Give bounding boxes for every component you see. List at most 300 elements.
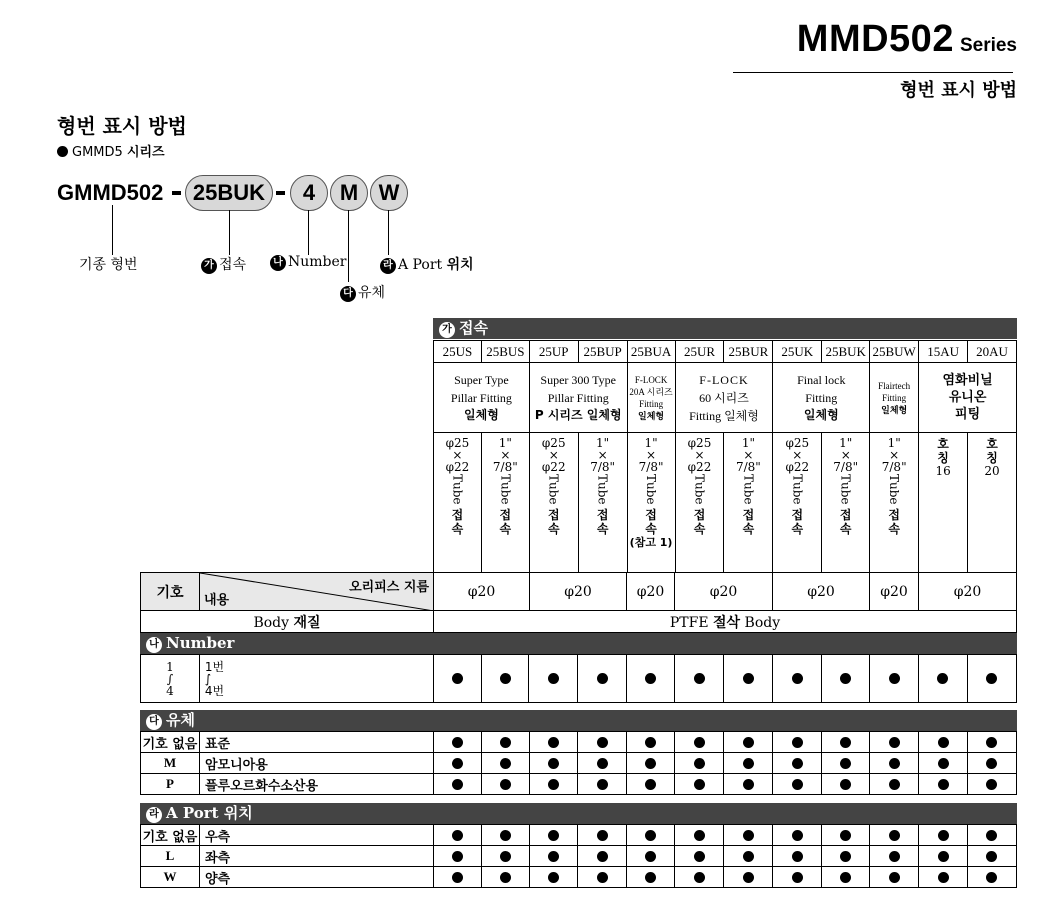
tube-mid: ×	[743, 448, 754, 462]
header-divider	[733, 72, 1013, 73]
availability-dot	[578, 732, 627, 753]
filled-circle-icon	[889, 779, 900, 790]
orifice-content: 내용	[204, 593, 230, 608]
filled-circle-icon	[694, 758, 705, 769]
filled-circle-icon	[792, 851, 803, 862]
badge-ga-icon: 가	[439, 322, 455, 338]
availability-dot	[529, 655, 578, 703]
filled-circle-icon	[840, 758, 851, 769]
label-number	[270, 254, 346, 271]
tube-top: φ25	[687, 436, 712, 450]
group-line: 60 시리즈	[699, 390, 749, 405]
availability-dot	[870, 867, 919, 888]
leader-port	[388, 210, 389, 255]
tube-ko: 속	[645, 521, 657, 536]
filled-circle-icon	[986, 872, 997, 883]
tube-top: 1"	[741, 436, 755, 450]
tube-word: Tube	[595, 474, 610, 505]
tube-spec	[773, 433, 822, 573]
filled-circle-icon	[743, 673, 754, 684]
tube-bot: φ22	[445, 460, 470, 474]
table-row	[141, 825, 1017, 846]
tube-bot: 7/8"	[492, 460, 518, 474]
group-line: 염화비닐	[942, 373, 993, 388]
number-code-top: 1	[166, 659, 174, 674]
availability-dot	[870, 846, 919, 867]
availability-dot	[822, 867, 870, 888]
tube-mid: ×	[500, 448, 511, 462]
filled-circle-icon	[792, 758, 803, 769]
filled-circle-icon	[986, 737, 997, 748]
tube-word: Tube	[790, 474, 805, 505]
col-code: 15AU	[919, 341, 968, 363]
number-label	[199, 655, 433, 703]
tube-spec	[675, 433, 724, 573]
availability-dot	[675, 774, 724, 795]
connection-section-header	[433, 318, 1017, 339]
body-material-label	[141, 611, 434, 633]
tube-word: Tube	[546, 474, 561, 505]
tube-word: Tube	[498, 474, 513, 505]
page-title: 형번 표시 방법	[57, 114, 187, 138]
filled-circle-icon	[938, 830, 949, 841]
tube-ko: 접	[499, 507, 512, 522]
label-connection	[201, 254, 246, 274]
filled-circle-icon	[986, 779, 997, 790]
availability-dot	[822, 753, 870, 774]
availability-dot	[529, 867, 578, 888]
label-number-text: Number	[288, 254, 347, 270]
tube-mid: ×	[694, 448, 705, 462]
filled-circle-icon	[889, 758, 900, 769]
availability-dot	[822, 846, 870, 867]
tube-word: Tube	[741, 474, 756, 505]
availability-dot	[433, 825, 481, 846]
tube-mid: 칭	[937, 451, 949, 465]
filled-circle-icon	[938, 851, 949, 862]
filled-circle-icon	[548, 779, 559, 790]
filled-circle-icon	[597, 737, 608, 748]
tube-ko: 접	[888, 507, 900, 522]
tube-ko: 속	[742, 521, 755, 536]
filled-circle-icon	[743, 851, 754, 862]
orifice-title: 오리피스 지름	[349, 580, 429, 595]
availability-dot	[724, 774, 773, 795]
availability-dot	[675, 846, 724, 867]
body-label-ko: 재질	[293, 614, 321, 631]
filled-circle-icon	[645, 830, 656, 841]
filled-circle-icon	[889, 872, 900, 883]
filled-circle-icon	[938, 872, 949, 883]
group-line: Pillar Fitting	[450, 391, 512, 405]
orifice-value: φ20	[870, 573, 919, 611]
orifice-value: φ20	[434, 573, 530, 611]
label-fluid-text: 유체	[358, 285, 386, 301]
availability-dot	[724, 867, 773, 888]
filled-circle-icon	[986, 851, 997, 862]
col-code: 25BUW	[870, 341, 919, 363]
tube-top: 1"	[839, 436, 853, 450]
filled-circle-icon	[452, 830, 463, 841]
table-row	[141, 753, 1017, 774]
filled-circle-icon	[452, 673, 463, 684]
tube-ko: 접	[547, 507, 560, 522]
availability-dot	[919, 774, 968, 795]
availability-dot	[967, 753, 1016, 774]
label-fluid	[340, 282, 385, 302]
tube-spec	[822, 433, 870, 573]
group-desc	[434, 363, 530, 433]
code-connection: 25BUK	[185, 175, 273, 211]
filled-circle-icon	[840, 872, 851, 883]
filled-circle-icon	[694, 851, 705, 862]
group-line: Pillar Fitting	[547, 391, 609, 405]
filled-circle-icon	[743, 779, 754, 790]
col-code: 25BUR	[724, 341, 773, 363]
tube-word: Tube	[887, 474, 902, 505]
tube-mid: 칭	[986, 451, 998, 465]
filled-circle-icon	[743, 830, 754, 841]
filled-circle-icon	[548, 851, 559, 862]
port-label: 양측	[199, 867, 433, 888]
tube-ko: 속	[791, 521, 804, 536]
tube-ko: 접	[645, 507, 657, 522]
availability-dot	[529, 774, 578, 795]
bullet-icon	[57, 146, 68, 157]
availability-dot	[870, 655, 919, 703]
tube-spec	[434, 433, 482, 573]
availability-dot	[627, 846, 675, 867]
filled-circle-icon	[452, 758, 463, 769]
filled-circle-icon	[500, 872, 511, 883]
col-code: 25US	[434, 341, 482, 363]
filled-circle-icon	[548, 830, 559, 841]
group-line: F-LOCK	[634, 374, 668, 385]
availability-dot	[433, 753, 481, 774]
tube-ko: 속	[451, 521, 464, 536]
filled-circle-icon	[840, 779, 851, 790]
availability-dot	[578, 867, 627, 888]
availability-dot	[822, 732, 870, 753]
availability-dot	[967, 825, 1016, 846]
filled-circle-icon	[938, 758, 949, 769]
tube-word: Tube	[450, 474, 465, 505]
availability-dot	[967, 774, 1016, 795]
filled-circle-icon	[452, 737, 463, 748]
number-section-header	[140, 633, 1017, 654]
number-section-title: Number	[166, 634, 235, 652]
tube-ko: 접	[693, 507, 706, 522]
tube-bot: φ22	[687, 460, 712, 474]
tube-mid: ×	[548, 448, 559, 462]
filled-circle-icon	[792, 872, 803, 883]
label-base: 기종 형번	[79, 257, 138, 273]
availability-dot	[967, 732, 1016, 753]
number-code-bot: 4	[166, 683, 174, 698]
availability-dot	[529, 825, 578, 846]
group-line: 일체형	[464, 408, 499, 422]
port-label: 우측	[199, 825, 433, 846]
filled-circle-icon	[500, 851, 511, 862]
filled-circle-icon	[452, 872, 463, 883]
availability-dot	[481, 825, 529, 846]
group-desc	[773, 363, 870, 433]
number-code	[141, 655, 200, 703]
filled-circle-icon	[840, 673, 851, 684]
tube-ko: 접	[742, 507, 755, 522]
port-section-title-ko: 위치	[223, 804, 253, 822]
badge-ga-icon: 가	[201, 258, 217, 274]
filled-circle-icon	[597, 779, 608, 790]
group-line: 일체형	[638, 410, 665, 421]
tube-top: φ25	[785, 436, 810, 450]
filled-circle-icon	[840, 737, 851, 748]
availability-dot	[822, 655, 870, 703]
availability-dot	[627, 732, 675, 753]
port-code: W	[141, 867, 200, 888]
availability-dot	[724, 846, 773, 867]
table-row	[141, 867, 1017, 888]
fluid-table	[140, 731, 1017, 795]
group-line: Fitting	[882, 392, 907, 403]
body-label-en: Body	[253, 614, 290, 631]
tube-word: Tube	[838, 474, 853, 505]
filled-circle-icon	[694, 830, 705, 841]
availability-dot	[481, 732, 529, 753]
number-label-bot: 4번	[204, 683, 225, 698]
availability-dot	[724, 732, 773, 753]
availability-dot	[967, 846, 1016, 867]
availability-dot	[627, 753, 675, 774]
tube-bot: 7/8"	[590, 460, 616, 474]
tube-ko: 속	[596, 521, 609, 536]
filled-circle-icon	[645, 737, 656, 748]
fluid-code: M	[141, 753, 200, 774]
filled-circle-icon	[792, 779, 803, 790]
tube-mid: ×	[792, 448, 803, 462]
tube-spec	[870, 433, 919, 573]
availability-dot	[675, 655, 724, 703]
tube-bot: 7/8"	[833, 460, 859, 474]
availability-dot	[433, 732, 481, 753]
group-line: 유니온	[948, 390, 987, 405]
badge-da-icon: 다	[146, 714, 162, 730]
availability-dot	[627, 825, 675, 846]
group-line: P 시리즈 일체형	[534, 408, 622, 422]
availability-dot	[773, 753, 822, 774]
availability-dot	[919, 753, 968, 774]
body-material-value	[434, 611, 1017, 633]
table-row	[141, 732, 1017, 753]
filled-circle-icon	[452, 851, 463, 862]
availability-dot	[481, 867, 529, 888]
fluid-label: 암모니아용	[199, 753, 433, 774]
filled-circle-icon	[792, 673, 803, 684]
availability-dot	[529, 846, 578, 867]
tube-spec	[919, 433, 968, 573]
orifice-value: φ20	[530, 573, 627, 611]
availability-dot	[773, 655, 822, 703]
tube-ko: 접	[791, 507, 804, 522]
filled-circle-icon	[597, 758, 608, 769]
availability-dot	[675, 825, 724, 846]
availability-dot	[578, 825, 627, 846]
availability-dot	[724, 655, 773, 703]
group-line: Fitting 일체형	[689, 408, 759, 423]
availability-dot	[724, 753, 773, 774]
tube-note: (참고 1)	[629, 535, 673, 549]
filled-circle-icon	[597, 673, 608, 684]
connection-section-title: 접속	[459, 319, 488, 337]
filled-circle-icon	[986, 758, 997, 769]
body-value-ko: 절삭	[713, 614, 741, 631]
filled-circle-icon	[645, 779, 656, 790]
filled-circle-icon	[500, 830, 511, 841]
series-title	[797, 18, 1017, 61]
availability-dot	[773, 867, 822, 888]
table-row	[141, 846, 1017, 867]
tube-spec	[481, 433, 529, 573]
group-desc	[675, 363, 773, 433]
tube-mid: ×	[597, 448, 608, 462]
tube-ko: 속	[888, 521, 900, 536]
col-code: 25UP	[529, 341, 578, 363]
availability-dot	[675, 732, 724, 753]
filled-circle-icon	[937, 673, 948, 684]
orifice-table	[140, 572, 1017, 633]
filled-circle-icon	[500, 758, 511, 769]
filled-circle-icon	[743, 758, 754, 769]
tube-mid: ×	[646, 448, 657, 462]
availability-dot	[481, 655, 529, 703]
orifice-value: φ20	[919, 573, 1017, 611]
tube-ko: 접	[451, 507, 464, 522]
filled-circle-icon	[500, 737, 511, 748]
availability-dot	[870, 825, 919, 846]
filled-circle-icon	[889, 737, 900, 748]
orifice-code-header: 기호	[141, 573, 200, 611]
label-port	[380, 254, 474, 274]
tube-word: Tube	[644, 474, 659, 505]
availability-dot	[919, 825, 968, 846]
leader-base	[112, 205, 113, 255]
availability-dot	[870, 732, 919, 753]
table-row	[141, 774, 1017, 795]
filled-circle-icon	[694, 872, 705, 883]
tube-top: 1"	[596, 436, 610, 450]
orifice-value: φ20	[627, 573, 675, 611]
filled-circle-icon	[743, 872, 754, 883]
availability-dot	[822, 825, 870, 846]
series-name: MMD502	[796, 18, 954, 60]
group-line: 20A 시리즈	[629, 386, 673, 397]
body-value-pre: PTFE	[669, 614, 709, 631]
availability-dot	[918, 655, 967, 703]
col-code: 20AU	[968, 341, 1017, 363]
number-table	[140, 654, 1017, 703]
filled-circle-icon	[548, 758, 559, 769]
availability-dot	[529, 753, 578, 774]
port-table	[140, 824, 1017, 888]
filled-circle-icon	[548, 872, 559, 883]
availability-dot	[627, 774, 675, 795]
availability-dot	[433, 655, 481, 703]
model-prefix: GMMD5	[72, 145, 123, 160]
leader-connection	[229, 210, 230, 255]
availability-dot	[433, 867, 481, 888]
code-port: W	[370, 175, 408, 211]
filled-circle-icon	[645, 673, 656, 684]
availability-dot	[433, 774, 481, 795]
filled-circle-icon	[938, 779, 949, 790]
filled-circle-icon	[938, 737, 949, 748]
tube-spec	[724, 433, 773, 573]
tube-top: φ25	[445, 436, 470, 450]
tube-bot: φ22	[785, 460, 810, 474]
filled-circle-icon	[597, 830, 608, 841]
tube-spec	[578, 433, 627, 573]
filled-circle-icon	[694, 779, 705, 790]
fluid-section-title: 유체	[166, 711, 195, 729]
availability-dot	[773, 774, 822, 795]
port-section-title-en: A Port	[166, 804, 219, 822]
filled-circle-icon	[694, 737, 705, 748]
tube-bot: 7/8"	[735, 460, 761, 474]
availability-dot	[433, 846, 481, 867]
tube-ko: 속	[499, 521, 512, 536]
group-desc	[919, 363, 1017, 433]
filled-circle-icon	[694, 673, 705, 684]
code-fluid: M	[330, 175, 368, 211]
filled-circle-icon	[500, 673, 511, 684]
group-line: Super 300 Type	[540, 373, 616, 387]
port-code: 기호 없음	[141, 825, 200, 846]
badge-ra-icon: 라	[146, 807, 162, 823]
tube-mid: ×	[840, 448, 851, 462]
availability-dot	[919, 846, 968, 867]
tube-bot: 7/8"	[881, 460, 907, 474]
availability-dot	[675, 867, 724, 888]
filled-circle-icon	[597, 851, 608, 862]
filled-circle-icon	[645, 872, 656, 883]
filled-circle-icon	[645, 851, 656, 862]
code-number: 4	[290, 175, 328, 211]
availability-dot	[481, 774, 529, 795]
filled-circle-icon	[792, 737, 803, 748]
orifice-value: φ20	[773, 573, 870, 611]
series-suffix: Series	[959, 35, 1017, 56]
connection-table	[433, 340, 1017, 573]
tube-bot: 7/8"	[638, 460, 664, 474]
filled-circle-icon	[500, 779, 511, 790]
col-code: 25BUK	[822, 341, 870, 363]
availability-dot	[919, 732, 968, 753]
code-base: GMMD502	[57, 180, 164, 205]
availability-dot	[481, 846, 529, 867]
badge-da-icon: 다	[340, 286, 356, 302]
filled-circle-icon	[986, 830, 997, 841]
filled-circle-icon	[840, 830, 851, 841]
badge-na-icon: 나	[146, 637, 162, 653]
availability-dot	[529, 732, 578, 753]
tube-top: 호	[986, 437, 998, 451]
group-line: Fitting	[639, 398, 664, 409]
header-subtitle: 형번 표시 방법	[900, 80, 1017, 101]
filled-circle-icon	[548, 737, 559, 748]
availability-dot	[627, 867, 675, 888]
label-port-ko: 위치	[446, 257, 474, 273]
col-code: 25UK	[773, 341, 822, 363]
